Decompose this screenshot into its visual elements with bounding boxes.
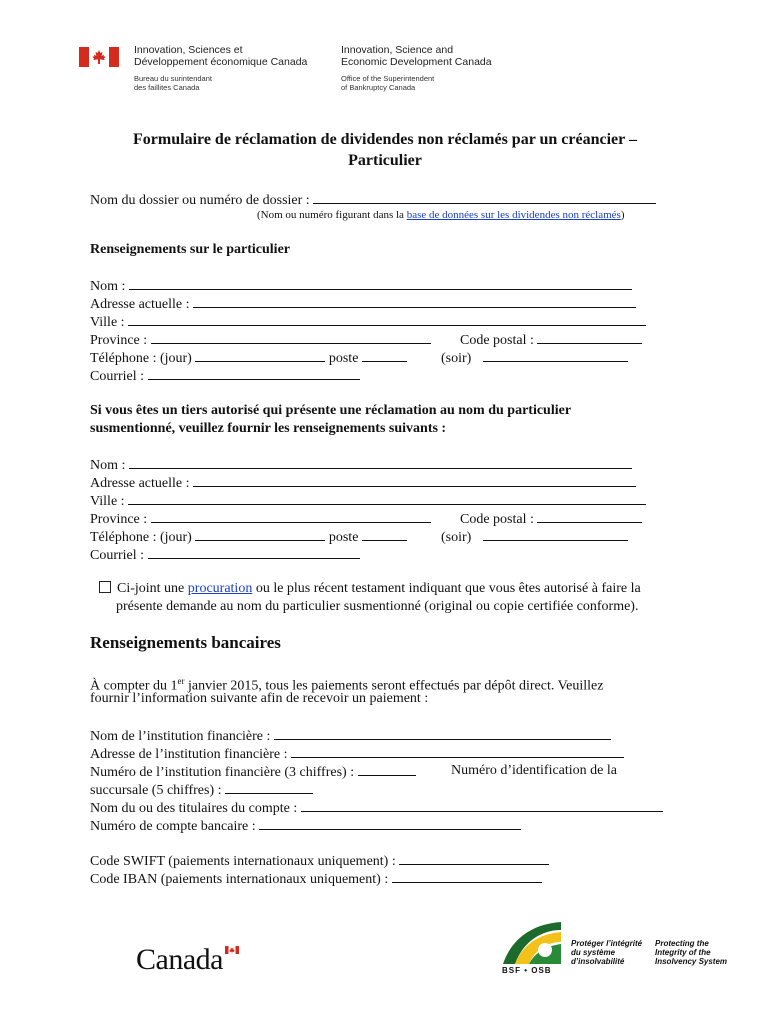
banking-intro-1a: À compter du 1	[90, 678, 178, 694]
osb-tagline-en-2: Integrity of the	[655, 948, 711, 957]
file-number-note	[257, 208, 625, 222]
dept-french-block	[134, 44, 307, 92]
institution-number-field[interactable]	[358, 762, 416, 776]
attach-suffix: ou le plus récent testament indiquant que vous êtes autorisé à faire la	[252, 581, 641, 596]
individual-address-label: Adresse actuelle :	[90, 297, 190, 312]
form-title-line1: Formulaire de réclamation de dividendes non réclamés par un créancier –	[133, 131, 637, 148]
third-party-email-field[interactable]	[148, 545, 360, 559]
osb-tagline-english	[655, 939, 727, 966]
dept-english-block	[341, 44, 492, 92]
third-party-name-row	[90, 455, 632, 475]
iban-label: Code IBAN (paiements internationaux uniquement) :	[90, 872, 389, 887]
third-party-province-row	[90, 509, 431, 529]
institution-name-field[interactable]	[274, 726, 611, 740]
third-party-address-field[interactable]	[193, 473, 636, 487]
institution-address-label: Adresse de l’institution financière :	[90, 747, 288, 762]
institution-address-row	[90, 744, 624, 764]
third-party-city-field[interactable]	[128, 491, 646, 505]
dept-french-line2: Développement économique Canada	[134, 56, 308, 68]
individual-city-row	[90, 312, 646, 332]
account-number-label: Numéro de compte bancaire :	[90, 819, 256, 834]
third-party-address-row	[90, 473, 636, 493]
individual-city-label: Ville :	[90, 315, 125, 330]
banking-intro-line2: fournir l’information suivante afin de recevoir un paiement :	[90, 691, 429, 706]
individual-evening-field[interactable]	[483, 348, 628, 362]
swift-label: Code SWIFT (paiements internationaux uniquement) :	[90, 854, 396, 869]
individual-email-row	[90, 366, 360, 386]
third-party-city-row	[90, 491, 646, 511]
file-number-field[interactable]	[313, 190, 656, 204]
individual-postal-field[interactable]	[537, 330, 642, 344]
third-party-evening-row	[441, 527, 628, 547]
third-party-province-label: Province :	[90, 512, 148, 527]
individual-province-row	[90, 330, 431, 350]
dept-french-sub1: Bureau du surintendant	[134, 74, 212, 83]
dept-english-line2: Economic Development Canada	[341, 56, 492, 68]
individual-address-row	[90, 294, 636, 314]
third-party-postal-label: Code postal :	[460, 512, 534, 527]
power-of-attorney-row	[99, 580, 641, 598]
individual-province-field[interactable]	[151, 330, 431, 344]
individual-postal-label: Code postal :	[460, 333, 534, 348]
account-holders-label: Nom du ou des titulaires du compte :	[90, 801, 298, 816]
third-party-email-row	[90, 545, 360, 565]
banking-heading: Renseignements bancaires	[90, 633, 281, 652]
dept-french-line1: Innovation, Sciences et	[134, 44, 243, 56]
dept-english-sub1: Office of the Superintendent	[341, 74, 435, 83]
individual-postal-row	[460, 330, 642, 350]
third-party-email-label: Courriel :	[90, 548, 145, 563]
branch-id-label2: succursale (5 chiffres) :	[90, 783, 222, 798]
power-of-attorney-line2: présente demande au nom du particulier susmentionné (original ou copie certifiée conforme).	[116, 599, 639, 614]
institution-number-row	[90, 762, 416, 782]
unclaimed-dividends-database-link[interactable]: base de données sur les dividendes non réclamés	[406, 209, 621, 221]
dept-english-sub2: of Bankruptcy Canada	[341, 83, 416, 92]
third-party-postal-row	[460, 509, 642, 529]
dept-french-sub2: des faillites Canada	[134, 83, 200, 92]
osb-tagline-fr-2: du système	[571, 948, 616, 957]
third-party-heading-line2: susmentionné, veuillez fournir les renseignements suivants :	[90, 421, 447, 436]
institution-address-field[interactable]	[291, 744, 624, 758]
institution-number-label: Numéro de l’institution financière (3 chiffres) :	[90, 765, 355, 780]
iban-row	[90, 869, 542, 889]
osb-tagline-en-3: Insolvency System	[655, 957, 728, 966]
iban-field[interactable]	[392, 869, 542, 883]
osb-tagline-en-1: Protecting the	[655, 939, 709, 948]
form-title-line2: Particulier	[348, 152, 422, 169]
third-party-name-label: Nom :	[90, 458, 126, 473]
account-holders-row	[90, 798, 663, 818]
account-number-field[interactable]	[259, 816, 521, 830]
canada-flag-icon	[79, 47, 119, 67]
osb-tagline-fr-1: Protéger l’intégrité	[571, 939, 643, 948]
individual-evening-row	[441, 348, 628, 368]
account-holders-field[interactable]	[301, 798, 663, 812]
branch-id-label: Numéro d’identification de la	[451, 763, 617, 778]
individual-province-label: Province :	[90, 333, 148, 348]
individual-ext-label: poste	[328, 351, 359, 366]
individual-name-label: Nom :	[90, 279, 126, 294]
individual-phone-row	[90, 348, 407, 368]
attach-prefix: Ci-joint une	[117, 581, 188, 596]
individual-ext-field[interactable]	[362, 348, 407, 362]
third-party-address-label: Adresse actuelle :	[90, 476, 190, 491]
branch-id-field[interactable]	[225, 780, 313, 794]
third-party-phone-label: Téléphone : (jour)	[90, 530, 192, 545]
branch-id-row	[90, 780, 313, 800]
dept-english-line1: Innovation, Science and	[341, 44, 454, 56]
file-number-label: Nom du dossier ou numéro de dossier :	[90, 193, 310, 208]
individual-city-field[interactable]	[128, 312, 646, 326]
individual-email-label: Courriel :	[90, 369, 145, 384]
third-party-evening-field[interactable]	[483, 527, 628, 541]
third-party-evening-label: (soir)	[441, 530, 472, 545]
file-note-prefix: (Nom ou numéro figurant dans la	[257, 209, 407, 221]
individual-name-field[interactable]	[129, 276, 632, 290]
banking-intro-1b: janvier 2015, tous les paiements seront effectués par dépôt direct. Veuillez	[184, 678, 604, 694]
individual-evening-label: (soir)	[441, 351, 472, 366]
institution-name-label: Nom de l’institution financière :	[90, 729, 271, 744]
banking-intro-sup: er	[177, 676, 185, 686]
third-party-ext-label: poste	[328, 530, 359, 545]
individual-phone-label: Téléphone : (jour)	[90, 351, 192, 366]
account-number-row	[90, 816, 521, 836]
individual-phone-field[interactable]	[195, 348, 325, 362]
osb-tagline-fr-3: d’insolvabilité	[571, 957, 625, 966]
canada-wordmark: Canada	[136, 943, 223, 976]
osb-swoosh-logo-icon	[501, 920, 563, 966]
third-party-phone-field[interactable]	[195, 527, 325, 541]
wordmark-flag-icon	[225, 946, 239, 954]
third-party-province-field[interactable]	[151, 509, 431, 523]
file-note-suffix: )	[620, 209, 625, 221]
individual-heading: Renseignements sur le particulier	[90, 242, 290, 257]
osb-tagline-french	[571, 939, 642, 966]
power-of-attorney-checkbox[interactable]	[99, 581, 111, 593]
swift-row	[90, 851, 549, 871]
third-party-phone-row	[90, 527, 407, 547]
third-party-name-field[interactable]	[129, 455, 632, 469]
individual-address-field[interactable]	[193, 294, 636, 308]
third-party-heading-line1: Si vous êtes un tiers autorisé qui présente une réclamation au nom du particulier	[90, 403, 572, 418]
third-party-postal-field[interactable]	[537, 509, 642, 523]
individual-email-field[interactable]	[148, 366, 360, 380]
swift-field[interactable]	[399, 851, 549, 865]
form-title	[80, 129, 690, 171]
canada-wordmark-logo	[136, 943, 223, 979]
institution-name-row	[90, 726, 611, 746]
third-party-city-label: Ville :	[90, 494, 125, 509]
osb-acronym: BSF • OSB	[502, 966, 552, 975]
third-party-ext-field[interactable]	[362, 527, 407, 541]
individual-name-row	[90, 276, 632, 296]
file-number-row	[90, 190, 656, 210]
power-of-attorney-link[interactable]: procuration	[187, 581, 253, 596]
